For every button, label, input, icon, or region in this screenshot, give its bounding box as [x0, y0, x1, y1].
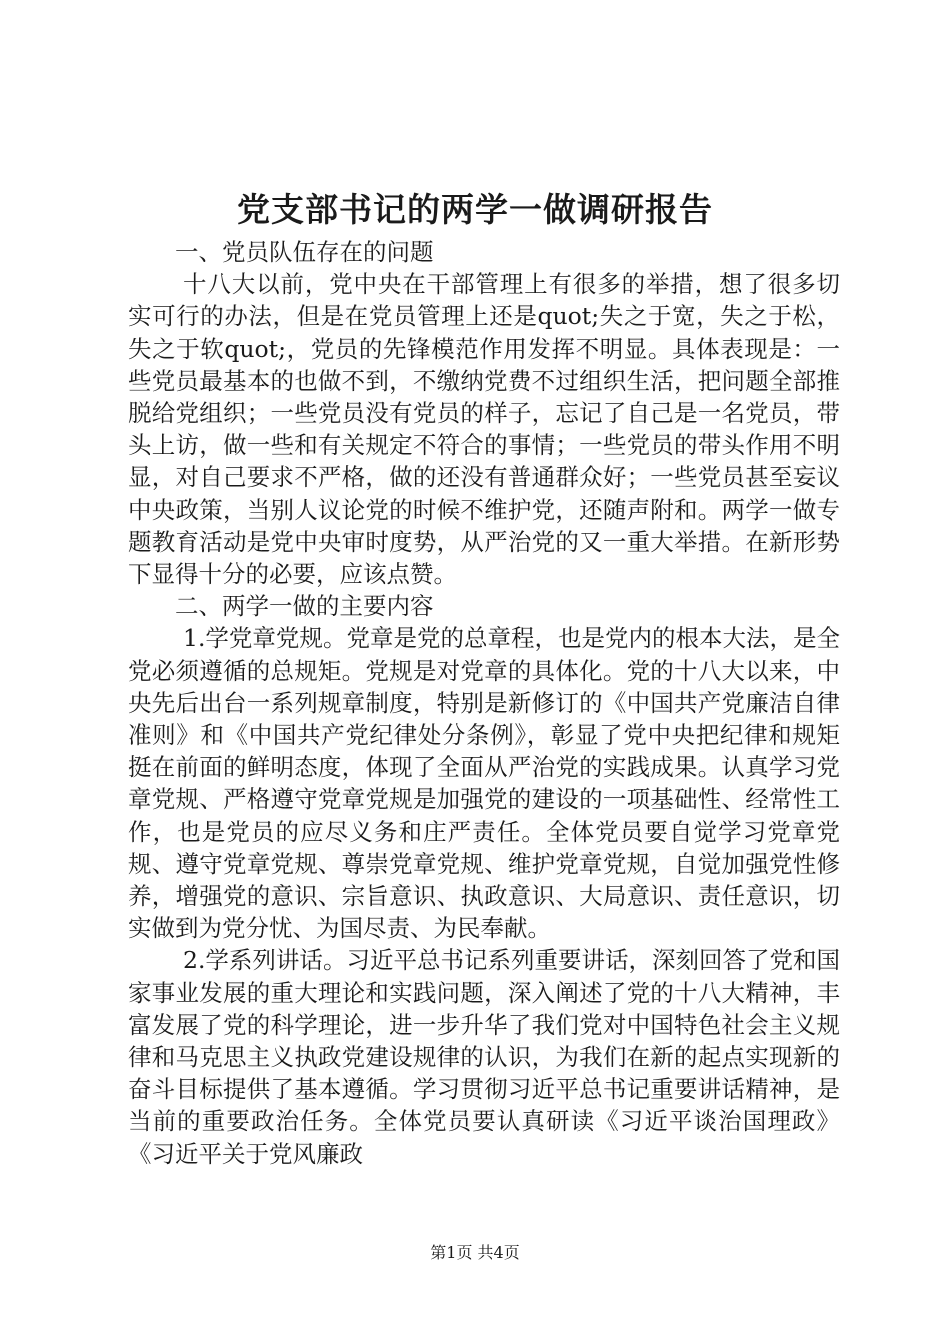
paragraph: 十八大以前，党中央在干部管理上有很多的举措，想了很多切实可行的办法，但是在党员管理上还是quot;失之于宽，失之于松，失之于软quot;，党员的先锋模范作用发挥不明显。具体表现是：一些党员最基本的也做不到，不缴纳党费不过组织生活，把问题全部推脱给党组织；一些党员没有党员的样子，忘记了自己是一名党员，带头上访，做一些和有关规定不符合的事情；一些党员的带头作用不明显，对自己要求不严格，做的还没有普通群众好；一些党员甚至妄议中央政策，当别人议论党的时候不维护党，还随声附和。两学一做专题教育活动是党中央审时度势，从严治党的又一重大举措。在新形势下显得十分的必要，应该点赞。 — [128, 270, 840, 589]
document-body — [128, 236, 840, 1170]
paragraph: 1.学党章党规。党章是党的总章程，也是党内的根本大法，是全党必须遵循的总规矩。党规是对党章的具体化。党的十八大以来，中央先后出台一系列规章制度，特别是新修订的《中国共产党廉洁自律准则》和《中国共产党纪律处分条例》，彰显了党中央把纪律和规矩挺在前面的鲜明态度，体现了全面从严治党的实践成果。认真学习党章党规、严格遵守党章党规是加强党的建设的一项基础性、经常性工作，也是党员的应尽义务和庄严责任。全体党员要自觉学习党章党规、遵守党章党规、尊崇党章党规、维护党章党规，自觉加强党性修养，增强党的意识、宗旨意识、执政意识、大局意识、责任意识，切实做到为党分忧、为国尽责、为民奉献。 — [128, 624, 840, 943]
section-heading: 二、两学一做的主要内容 — [175, 592, 434, 621]
document-title: 党支部书记的两学一做调研报告 — [237, 190, 713, 229]
section-heading: 一、党员队伍存在的问题 — [175, 238, 434, 266]
page-number: 第1页 共4页 — [430, 1243, 520, 1262]
paragraph: 2.学系列讲话。习近平总书记系列重要讲话，深刻回答了党和国家事业发展的重大理论和实践问题，深入阐述了党的十八大精神，丰富发展了党的科学理论，进一步升华了我们党对中国特色社会主义规律和马克思主义执政党建设规律的认识，为我们在新的起点实现新的奋斗目标提供了基本遵循。学习贯彻习近平总书记重要讲话精神，是当前的重要政治任务。全体党员要认真研读《习近平谈治国理政》《习近平关于党风廉政 — [128, 946, 840, 1168]
